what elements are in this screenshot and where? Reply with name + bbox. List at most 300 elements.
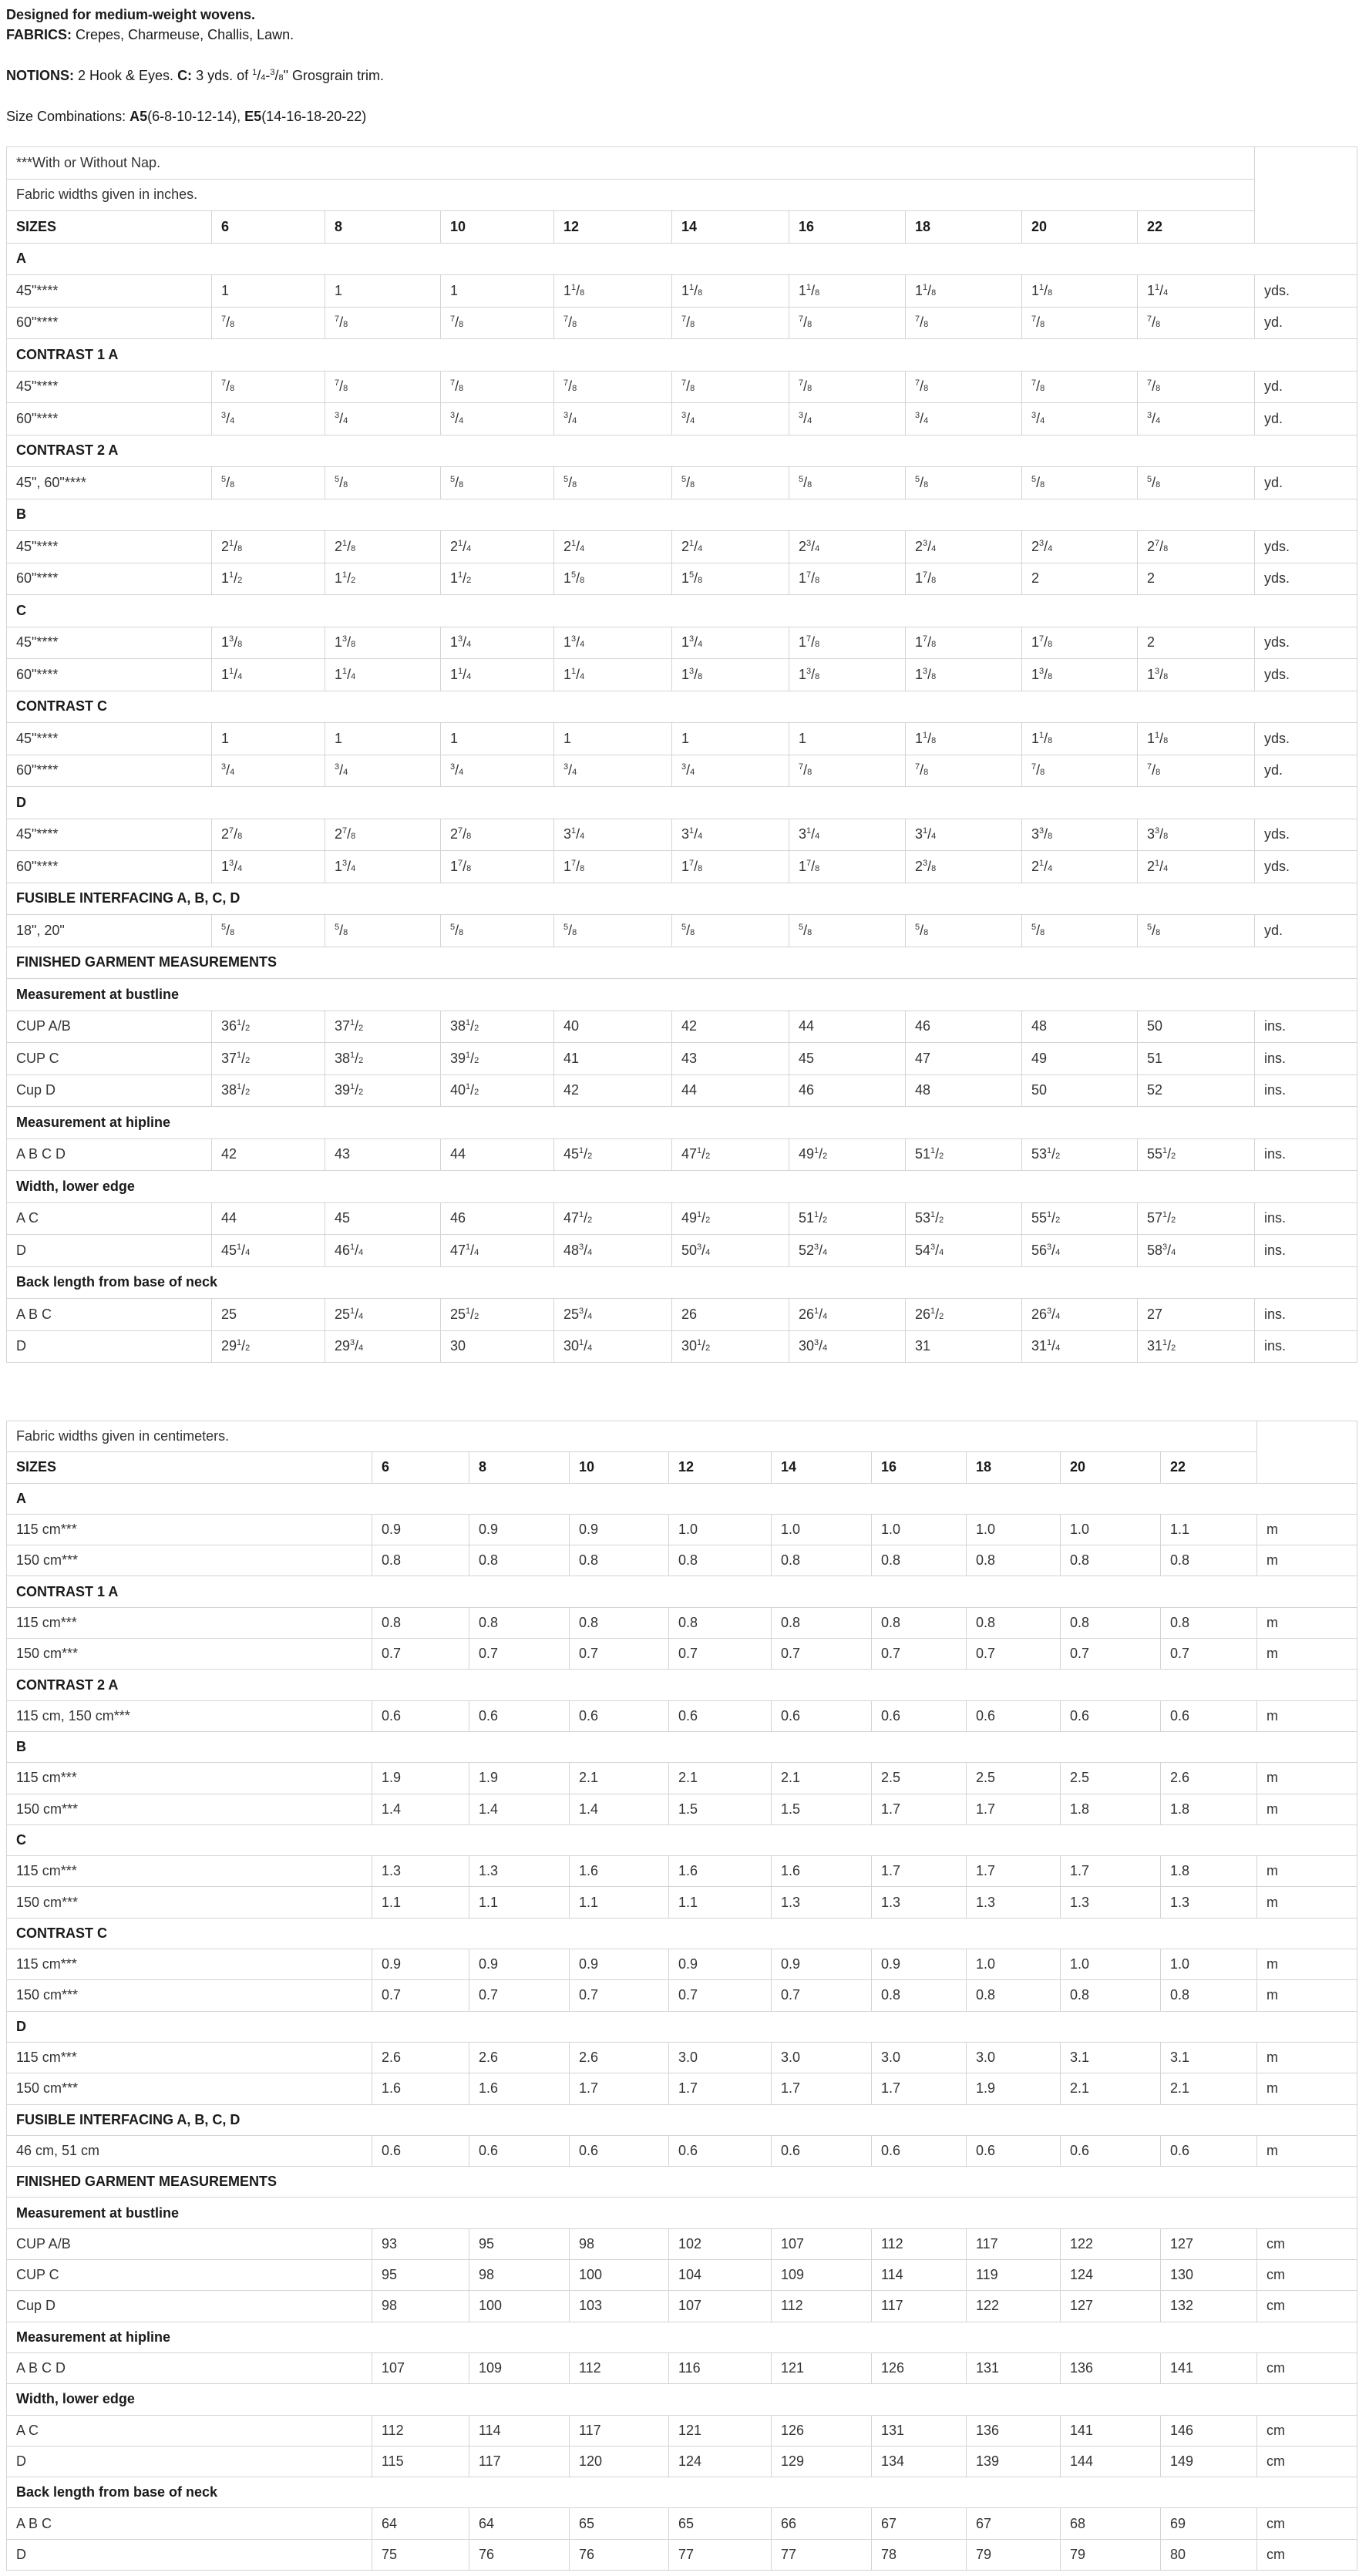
- value-cell: 1.4: [570, 1794, 669, 1824]
- table-row: [7, 563, 1357, 595]
- fabrics-line: [6, 25, 384, 45]
- unit-cell: m: [1257, 1545, 1357, 1576]
- unit-cell: cm: [1257, 2446, 1357, 2477]
- value-cell: $^7$/8: [325, 307, 441, 339]
- value-cell: 1.0: [872, 1514, 967, 1545]
- section-row: [7, 595, 1357, 627]
- a5-sizes: (6-8-10-12-14),: [147, 109, 245, 124]
- value-cell: 41: [554, 1043, 672, 1075]
- value-cell: 79: [967, 2539, 1061, 2570]
- value-cell: 136: [1061, 2352, 1161, 2383]
- value-cell: 0.7: [372, 1639, 469, 1670]
- value-cell: $^5$/8: [441, 915, 554, 947]
- value-cell: 1: [212, 723, 325, 755]
- table-row: [7, 915, 1357, 947]
- row-label: 60"****: [7, 307, 212, 339]
- value-cell: 2.5: [967, 1763, 1061, 1794]
- value-cell: 3.1: [1161, 2042, 1257, 2073]
- value-cell: 1.7: [570, 2073, 669, 2104]
- notions-c-label: C:: [177, 68, 193, 83]
- value-cell: 0.7: [772, 1980, 872, 2011]
- section-row: [7, 979, 1357, 1011]
- value-cell: $1^7/8$: [789, 627, 906, 659]
- value-cell: 1: [441, 275, 554, 308]
- value-cell: $1^1/4$: [325, 659, 441, 691]
- table-row: [7, 1138, 1357, 1171]
- value-cell: 44: [789, 1011, 906, 1043]
- fabrics-value: Crepes, Charmeuse, Challis, Lawn.: [72, 27, 294, 42]
- value-cell: 0.8: [967, 1545, 1061, 1576]
- value-cell: $1^1/2$: [212, 563, 325, 595]
- value-cell: 0.8: [772, 1545, 872, 1576]
- unit-cell: m: [1257, 1887, 1357, 1918]
- value-cell: $1^3/8$: [906, 659, 1022, 691]
- value-cell: $1^7/8$: [672, 851, 789, 883]
- value-cell: $2^3/4$: [1022, 531, 1138, 563]
- header-cell: 8: [325, 211, 441, 244]
- table-row: [7, 659, 1357, 691]
- value-cell: $1^3/4$: [212, 851, 325, 883]
- value-cell: $1^1/4$: [441, 659, 554, 691]
- value-cell: 64: [372, 2508, 469, 2539]
- value-cell: $3^1/4$: [906, 819, 1022, 851]
- value-cell: 51: [1138, 1043, 1255, 1075]
- value-cell: 2: [1138, 563, 1255, 595]
- value-cell: 2.1: [570, 1763, 669, 1794]
- value-cell: 0.8: [772, 1607, 872, 1638]
- value-cell: 2.1: [1161, 2073, 1257, 2104]
- row-label: A C: [7, 2415, 372, 2446]
- row-label: 115 cm***: [7, 1763, 372, 1794]
- value-cell: 1.6: [570, 1856, 669, 1887]
- row-label: 150 cm***: [7, 1545, 372, 1576]
- value-cell: 129: [772, 2446, 872, 2477]
- value-cell: 3.0: [967, 2042, 1061, 2073]
- value-cell: $^5$/8: [212, 915, 325, 947]
- section-row: [7, 1107, 1357, 1139]
- value-cell: $^7$/8: [1022, 371, 1138, 403]
- trim-denominator-2: 8: [278, 73, 284, 82]
- table-row: [7, 1545, 1357, 1576]
- value-cell: 124: [1061, 2260, 1161, 2291]
- value-cell: 1.1: [469, 1887, 570, 1918]
- value-cell: $^5$/8: [672, 915, 789, 947]
- size-combinations-label: Size Combinations:: [6, 109, 130, 124]
- value-cell: 0.7: [669, 1980, 772, 2011]
- table-row: [7, 851, 1357, 883]
- value-cell: 117: [570, 2415, 669, 2446]
- unit-cell: m: [1257, 1856, 1357, 1887]
- section-row: [7, 339, 1357, 372]
- value-cell: 77: [669, 2539, 772, 2570]
- table-row: [7, 2042, 1357, 2073]
- header-cell: 18: [906, 211, 1022, 244]
- value-cell: $1^1/8$: [1022, 275, 1138, 308]
- value-cell: 80: [1161, 2539, 1257, 2570]
- value-cell: 2.1: [772, 1763, 872, 1794]
- row-label: D: [7, 2446, 372, 2477]
- value-cell: 1.9: [967, 2073, 1061, 2104]
- row-label: 115 cm***: [7, 1514, 372, 1545]
- unit-header-blank: [1255, 147, 1357, 244]
- value-cell: $1^1/8$: [906, 723, 1022, 755]
- value-cell: 0.8: [1061, 1607, 1161, 1638]
- value-cell: 0.7: [1061, 1639, 1161, 1670]
- value-cell: 1: [672, 723, 789, 755]
- section-row: [7, 499, 1357, 531]
- value-cell: $1^7/8$: [554, 851, 672, 883]
- value-cell: 144: [1061, 2446, 1161, 2477]
- section-heading: FINISHED GARMENT MEASUREMENTS: [7, 2167, 1357, 2198]
- section-heading: Measurement at hipline: [7, 1107, 1357, 1139]
- value-cell: 67: [872, 2508, 967, 2539]
- header-cell: SIZES: [7, 1452, 372, 1483]
- designed-for-text: Designed for medium-weight wovens.: [6, 7, 256, 22]
- value-cell: 100: [469, 2291, 570, 2322]
- value-cell: 49: [1022, 1043, 1138, 1075]
- value-cell: 107: [372, 2352, 469, 2383]
- row-label: 60"****: [7, 659, 212, 691]
- value-cell: $^5$/8: [789, 467, 906, 499]
- value-cell: $26^1/2$: [906, 1299, 1022, 1331]
- value-cell: 0.8: [1061, 1545, 1161, 1576]
- value-cell: $^7$/8: [1022, 307, 1138, 339]
- table-row: [7, 1202, 1357, 1235]
- unit-cell: yds.: [1255, 819, 1357, 851]
- value-cell: 116: [669, 2352, 772, 2383]
- value-cell: 1.7: [669, 2073, 772, 2104]
- value-cell: 1.0: [669, 1514, 772, 1545]
- row-label: 60"****: [7, 851, 212, 883]
- value-cell: 0.9: [570, 1514, 669, 1545]
- value-cell: 0.6: [1061, 1700, 1161, 1731]
- metric-yardage-table: [6, 1421, 1357, 2571]
- value-cell: 65: [570, 2508, 669, 2539]
- value-cell: $53^1/2$: [906, 1202, 1022, 1235]
- value-cell: $1^1/8$: [789, 275, 906, 308]
- value-cell: $^5$/8: [789, 915, 906, 947]
- value-cell: $^3$/4: [212, 403, 325, 435]
- value-cell: $55^1/2$: [1022, 1202, 1138, 1235]
- value-cell: 0.6: [469, 1700, 570, 1731]
- value-cell: $1^7/8$: [789, 563, 906, 595]
- value-cell: 43: [325, 1138, 441, 1171]
- value-cell: $38^1/2$: [325, 1043, 441, 1075]
- value-cell: 0.8: [872, 1545, 967, 1576]
- unit-cell: ins.: [1255, 1074, 1357, 1107]
- value-cell: $56^3/4$: [1022, 1235, 1138, 1267]
- table-row: [7, 2260, 1357, 2291]
- section-row: [7, 1171, 1357, 1203]
- value-cell: 76: [469, 2539, 570, 2570]
- value-cell: $1^1/8$: [1138, 723, 1255, 755]
- value-cell: $1^5/8$: [672, 563, 789, 595]
- unit-cell: m: [1257, 1607, 1357, 1638]
- value-cell: 1.3: [967, 1887, 1061, 1918]
- value-cell: 1.0: [967, 1949, 1061, 1980]
- value-cell: $^5$/8: [1022, 915, 1138, 947]
- value-cell: 0.6: [669, 1700, 772, 1731]
- value-cell: $^5$/8: [1138, 915, 1255, 947]
- value-cell: 3.1: [1061, 2042, 1161, 2073]
- notions-text-3: " Grosgrain trim.: [283, 68, 385, 83]
- value-cell: $1^3/4$: [441, 627, 554, 659]
- value-cell: $1^1/8$: [1022, 723, 1138, 755]
- value-cell: 107: [669, 2291, 772, 2322]
- row-label: D: [7, 1235, 212, 1267]
- value-cell: 0.6: [372, 1700, 469, 1731]
- value-cell: 42: [554, 1074, 672, 1107]
- row-label: 150 cm***: [7, 1980, 372, 2011]
- value-cell: 0.8: [1161, 1980, 1257, 2011]
- unit-cell: yd.: [1255, 371, 1357, 403]
- row-label: 45"****: [7, 275, 212, 308]
- value-cell: 134: [872, 2446, 967, 2477]
- value-cell: 126: [772, 2415, 872, 2446]
- value-cell: 0.8: [1161, 1607, 1257, 1638]
- value-cell: 0.6: [570, 2135, 669, 2166]
- value-cell: $^5$/8: [554, 467, 672, 499]
- value-cell: $1^3/8$: [672, 659, 789, 691]
- value-cell: $^7$/8: [906, 307, 1022, 339]
- section-heading: A: [7, 1483, 1357, 1514]
- value-cell: 1: [554, 723, 672, 755]
- value-cell: 1.7: [1061, 1856, 1161, 1887]
- table-row: [7, 723, 1357, 755]
- section-heading: FINISHED GARMENT MEASUREMENTS: [7, 947, 1357, 979]
- unit-cell: yd.: [1255, 307, 1357, 339]
- value-cell: $^7$/8: [554, 307, 672, 339]
- value-cell: 1: [789, 723, 906, 755]
- value-cell: $1^3/8$: [789, 659, 906, 691]
- section-heading: CONTRAST C: [7, 691, 1357, 723]
- value-cell: 0.9: [872, 1949, 967, 1980]
- value-cell: $55^1/2$: [1138, 1138, 1255, 1171]
- value-cell: $^7$/8: [789, 755, 906, 787]
- header-cell: 12: [554, 211, 672, 244]
- value-cell: $36^1/2$: [212, 1011, 325, 1043]
- table-row: [7, 2446, 1357, 2477]
- value-cell: 1.1: [570, 1887, 669, 1918]
- value-cell: 0.7: [1161, 1639, 1257, 1670]
- value-cell: $^3$/4: [789, 403, 906, 435]
- value-cell: 0.8: [570, 1607, 669, 1638]
- table-row: [7, 1639, 1357, 1670]
- value-cell: 2.1: [1061, 2073, 1161, 2104]
- trim-separator: -: [265, 68, 271, 83]
- value-cell: 1.6: [469, 2073, 570, 2104]
- table-row: [7, 2228, 1357, 2259]
- value-cell: 1.8: [1161, 1856, 1257, 1887]
- value-cell: $^3$/4: [554, 403, 672, 435]
- value-cell: 64: [469, 2508, 570, 2539]
- value-cell: $^7$/8: [906, 755, 1022, 787]
- value-cell: $25^3/4$: [554, 1299, 672, 1331]
- section-heading: FUSIBLE INTERFACING A, B, C, D: [7, 883, 1357, 915]
- value-cell: $47^1/4$: [441, 1235, 554, 1267]
- row-label: CUP A/B: [7, 1011, 212, 1043]
- table-row: [7, 2135, 1357, 2166]
- value-cell: $^5$/8: [441, 467, 554, 499]
- header-cell: 18: [967, 1452, 1061, 1483]
- table-row: [7, 2291, 1357, 2322]
- table-row: [7, 1887, 1357, 1918]
- value-cell: $47^1/2$: [554, 1202, 672, 1235]
- value-cell: 0.8: [669, 1545, 772, 1576]
- unit-cell: cm: [1257, 2260, 1357, 2291]
- row-label: A B C: [7, 2508, 372, 2539]
- value-cell: $1^3/8$: [1022, 659, 1138, 691]
- header-cell: 22: [1138, 211, 1255, 244]
- row-label: CUP A/B: [7, 2228, 372, 2259]
- unit-cell: yd.: [1255, 915, 1357, 947]
- value-cell: $1^3/4$: [672, 627, 789, 659]
- section-row: [7, 1266, 1357, 1299]
- value-cell: 1.6: [372, 2073, 469, 2104]
- value-cell: $1^1/8$: [554, 275, 672, 308]
- widths-note: Fabric widths given in centimeters.: [7, 1421, 1257, 1452]
- value-cell: 100: [570, 2260, 669, 2291]
- table-row: [7, 1700, 1357, 1731]
- value-cell: 98: [570, 2228, 669, 2259]
- section-heading: D: [7, 2011, 1357, 2042]
- value-cell: 0.9: [772, 1949, 872, 1980]
- value-cell: $45^1/2$: [554, 1138, 672, 1171]
- value-cell: $1^7/8$: [906, 627, 1022, 659]
- header-cell: 20: [1061, 1452, 1161, 1483]
- notions-text-2: 3 yds. of: [192, 68, 253, 83]
- row-label: CUP C: [7, 2260, 372, 2291]
- table-row: [7, 1235, 1357, 1267]
- value-cell: 27: [1138, 1299, 1255, 1331]
- section-row: [7, 2167, 1357, 2198]
- row-label: A B C: [7, 1299, 212, 1331]
- row-label: 45", 60"****: [7, 467, 212, 499]
- value-cell: 2: [1022, 563, 1138, 595]
- row-label: A B C D: [7, 2352, 372, 2383]
- widths-note-row: [7, 1421, 1357, 1452]
- row-label: D: [7, 1330, 212, 1363]
- value-cell: 0.7: [570, 1980, 669, 2011]
- value-cell: $2^1/8$: [325, 531, 441, 563]
- value-cell: 1.3: [1161, 1887, 1257, 1918]
- value-cell: $1^3/4$: [554, 627, 672, 659]
- unit-cell: m: [1257, 2073, 1357, 2104]
- designed-for-line: [6, 5, 384, 25]
- metric-table-body: [7, 1421, 1357, 2571]
- value-cell: 75: [372, 2539, 469, 2570]
- unit-cell: yds.: [1255, 659, 1357, 691]
- value-cell: 0.6: [967, 2135, 1061, 2166]
- value-cell: $^5$/8: [212, 467, 325, 499]
- value-cell: $25^1/2$: [441, 1299, 554, 1331]
- row-label: 45"****: [7, 627, 212, 659]
- value-cell: 1.3: [469, 1856, 570, 1887]
- value-cell: 109: [772, 2260, 872, 2291]
- value-cell: $1^3/8$: [325, 627, 441, 659]
- value-cell: 2.5: [1061, 1763, 1161, 1794]
- value-cell: 47: [906, 1043, 1022, 1075]
- section-row: [7, 2198, 1357, 2228]
- imperial-table-body: [7, 147, 1357, 1363]
- value-cell: 1.4: [469, 1794, 570, 1824]
- value-cell: 103: [570, 2291, 669, 2322]
- value-cell: 2.6: [1161, 1763, 1257, 1794]
- value-cell: 0.6: [669, 2135, 772, 2166]
- table-row: [7, 2073, 1357, 2104]
- value-cell: $26^3/4$: [1022, 1299, 1138, 1331]
- table-row: [7, 819, 1357, 851]
- header-cell: 6: [372, 1452, 469, 1483]
- value-cell: $^7$/8: [441, 307, 554, 339]
- value-cell: 112: [772, 2291, 872, 2322]
- value-cell: $1^1/4$: [1138, 275, 1255, 308]
- value-cell: 1.5: [669, 1794, 772, 1824]
- value-cell: 117: [967, 2228, 1061, 2259]
- value-cell: $57^1/2$: [1138, 1202, 1255, 1235]
- value-cell: 69: [1161, 2508, 1257, 2539]
- value-cell: 3.0: [772, 2042, 872, 2073]
- table-row: [7, 307, 1357, 339]
- row-label: 115 cm, 150 cm***: [7, 1700, 372, 1731]
- value-cell: $1^1/4$: [554, 659, 672, 691]
- value-cell: $29^3/4$: [325, 1330, 441, 1363]
- value-cell: $47^1/2$: [672, 1138, 789, 1171]
- value-cell: 45: [789, 1043, 906, 1075]
- value-cell: 1.7: [772, 2073, 872, 2104]
- table-row: [7, 1607, 1357, 1638]
- value-cell: $1^5/8$: [554, 563, 672, 595]
- value-cell: 46: [441, 1202, 554, 1235]
- header-cell: 16: [789, 211, 906, 244]
- value-cell: 0.6: [772, 1700, 872, 1731]
- value-cell: $49^1/2$: [789, 1138, 906, 1171]
- section-heading: Width, lower edge: [7, 2384, 1357, 2415]
- value-cell: $1^3/4$: [325, 851, 441, 883]
- value-cell: 1.3: [772, 1887, 872, 1918]
- value-cell: 112: [372, 2415, 469, 2446]
- value-cell: $2^1/4$: [672, 531, 789, 563]
- value-cell: $25^1/4$: [325, 1299, 441, 1331]
- table-row: [7, 531, 1357, 563]
- value-cell: 2.6: [570, 2042, 669, 2073]
- value-cell: 2.6: [372, 2042, 469, 2073]
- value-cell: 109: [469, 2352, 570, 2383]
- value-cell: 67: [967, 2508, 1061, 2539]
- table-row: [7, 1980, 1357, 2011]
- value-cell: $2^7/8$: [1138, 531, 1255, 563]
- value-cell: $53^1/2$: [1022, 1138, 1138, 1171]
- value-cell: 1.1: [1161, 1514, 1257, 1545]
- value-cell: $^5$/8: [325, 467, 441, 499]
- value-cell: 0.8: [872, 1607, 967, 1638]
- value-cell: 42: [212, 1138, 325, 1171]
- value-cell: 1.3: [1061, 1887, 1161, 1918]
- value-cell: 1.1: [372, 1887, 469, 1918]
- value-cell: $29^1/2$: [212, 1330, 325, 1363]
- unit-cell: yds.: [1255, 851, 1357, 883]
- value-cell: 68: [1061, 2508, 1161, 2539]
- trim-numerator: 1: [252, 68, 257, 77]
- value-cell: $^3$/4: [1022, 403, 1138, 435]
- value-cell: 114: [469, 2415, 570, 2446]
- section-row: [7, 2104, 1357, 2135]
- value-cell: 0.8: [872, 1980, 967, 2011]
- table-row: [7, 1949, 1357, 1980]
- unit-cell: ins.: [1255, 1299, 1357, 1331]
- row-label: 150 cm***: [7, 2073, 372, 2104]
- section-heading: D: [7, 787, 1357, 819]
